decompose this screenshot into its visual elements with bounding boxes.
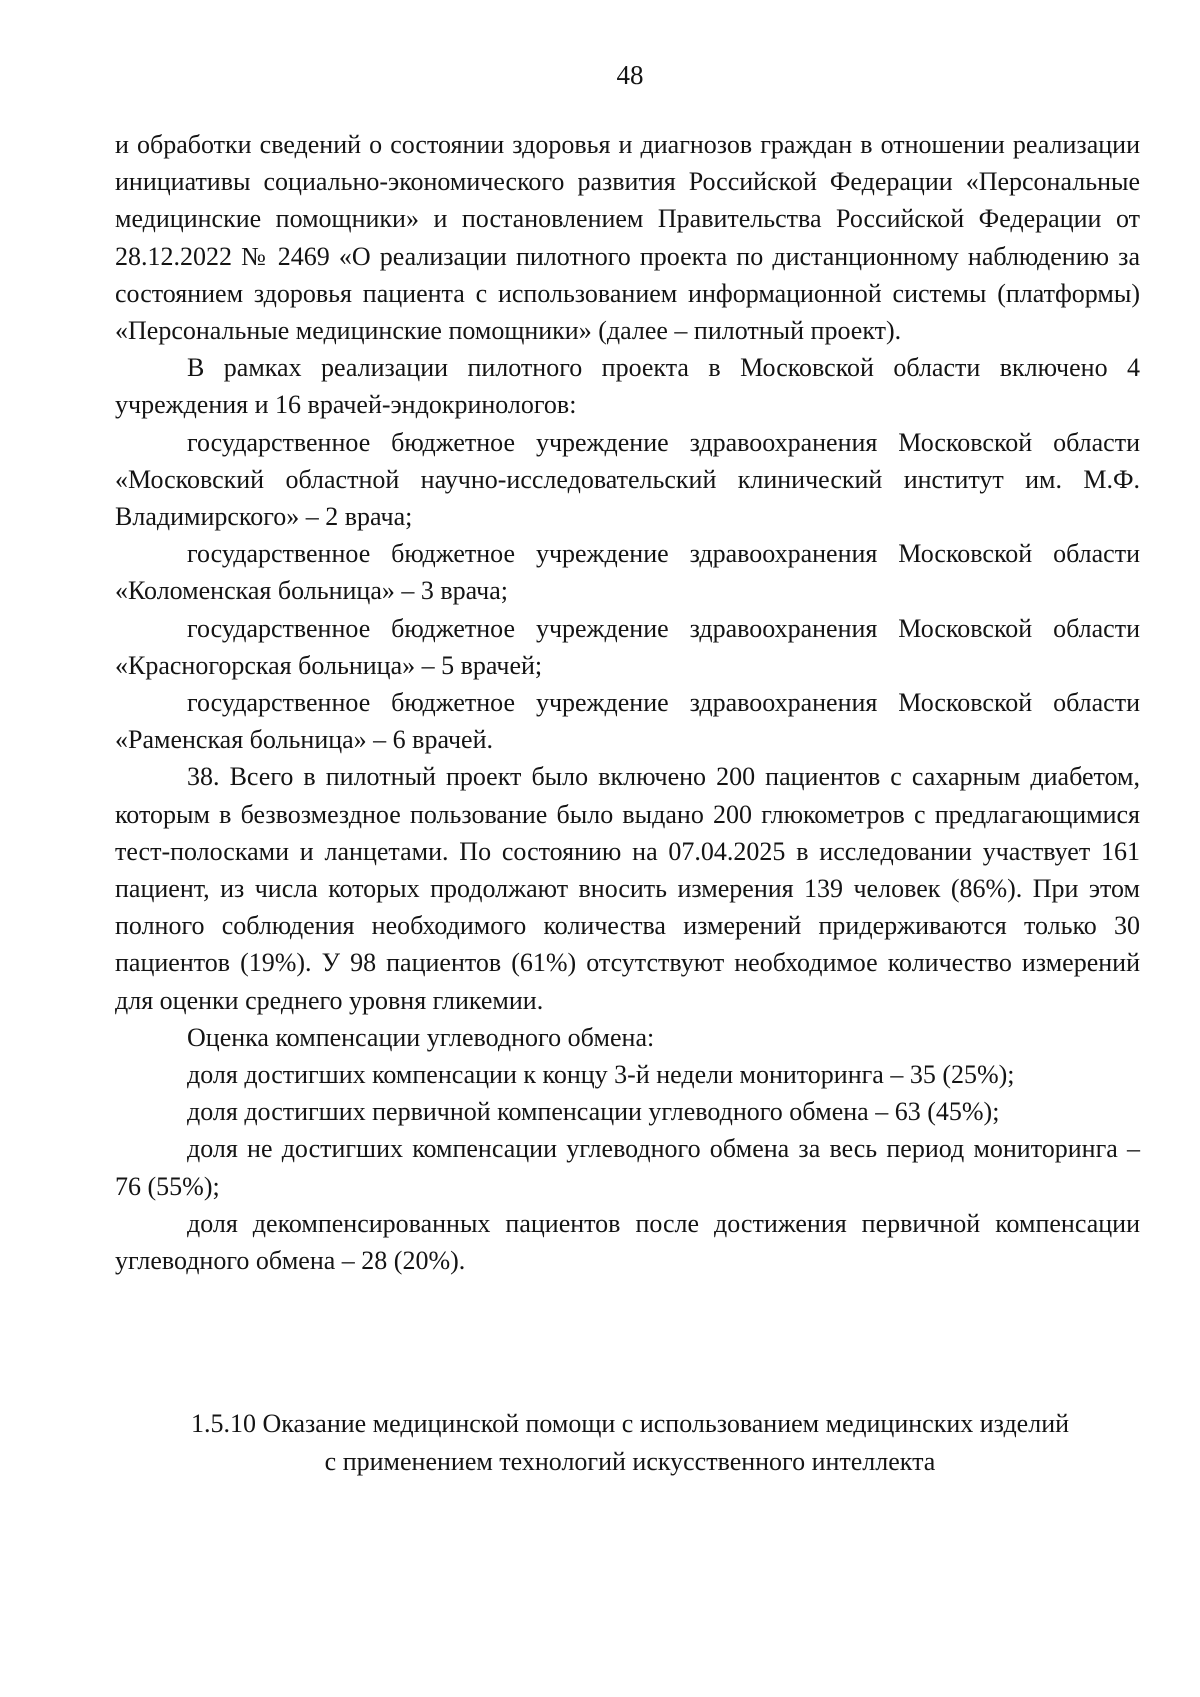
paragraph-compensation-title: Оценка компенсации углеводного обмена: [187, 1022, 655, 1052]
paragraph-pilot-scope: В рамках реализации пилотного проекта в Московской области включено 4 учреждения и 16 врачей-эндокринологов: [115, 353, 1140, 420]
section-heading-line: 1.5.10 Оказание медицинской помощи с использованием медицинских изделий [190, 1409, 1070, 1438]
list-item-institution: государственное бюджетное учреждение здравоохранения Московской области «Коломенская больница» – 3 врача; [115, 539, 1140, 606]
list-item-compensation: доля не достигших компенсации углеводного обмена за весь период мониторинга – 76 (55%); [115, 1134, 1140, 1201]
list-item-compensation: доля декомпенсированных пациентов после достижения первичной компенсации углеводного обмена – 28 (20%). [115, 1208, 1140, 1276]
body-text [115, 126, 1140, 1279]
paragraph-continuation: и обработки сведений о состоянии здоровья и диагнозов граждан в отношении реализации инициативы социально-экономического развития Российской Федерации «Персональные медицинские помощники» и постановлением Правительства Российской Федерации от 28.12.2022 № 2469 «О реализации пилотного проекта по дистанционному наблюдению за состоянием здоровья пациента с использованием информационной системы (платформы) «Персональные медицинские помощники» (далее – пилотный проект). [115, 130, 1140, 346]
list-item-compensation: доля достигших компенсации к концу 3-й недели мониторинга – 35 (25%); [187, 1060, 1015, 1090]
list-item-compensation: доля достигших первичной компенсации углеводного обмена – 63 (45%); [187, 1097, 1000, 1127]
section-heading [130, 1405, 1130, 1481]
section-heading-line: с применением технологий искусственного интеллекта [324, 1447, 936, 1476]
list-item-institution: государственное бюджетное учреждение здравоохранения Московской области «Московский областной научно-исследовательский клинический институт им. М.Ф. Владимирского» – 2 врача; [115, 427, 1140, 532]
page-number: 48 [616, 60, 644, 90]
paragraph-38: 38. Всего в пилотный проект было включено 200 пациентов с сахарным диабетом, которым в безвозмездное пользование было выдано 200 глюкометров с предлагающимися тест-полосками и ланцетами. По состоянию на 07.04.2025 в исследовании участвует 161 пациент, из числа которых продолжают вносить измерения 139 человек (86%). При этом полного соблюдения необходимого количества измерений придерживаются только 30 пациентов (19%). У 98 пациентов (61%) отсутствуют необходимое количество измерений для оценки среднего уровня гликемии. [115, 762, 1140, 1015]
list-item-institution: государственное бюджетное учреждение здравоохранения Московской области «Красногорская больница» – 5 врачей; [115, 613, 1140, 680]
list-item-institution: государственное бюджетное учреждение здравоохранения Московской области «Раменская больница» – 6 врачей. [115, 688, 1140, 755]
